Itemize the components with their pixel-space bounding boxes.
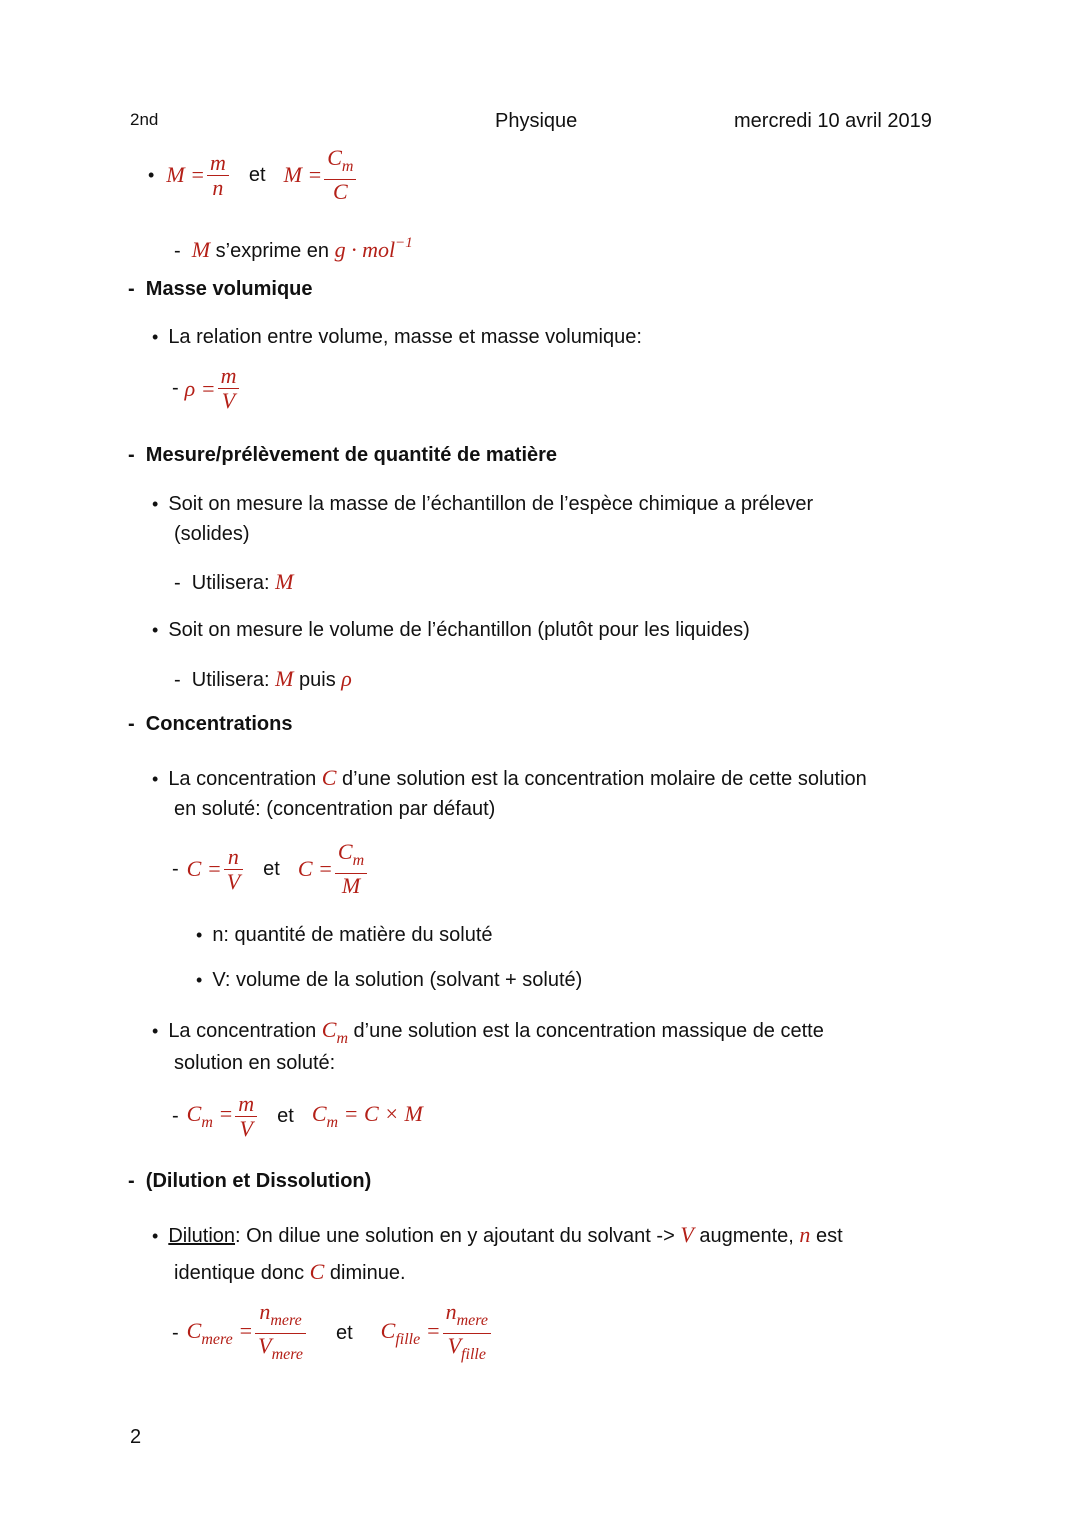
- et-label: et: [248, 163, 266, 186]
- mesure-sub-2: - Utilisera: M puis ρ: [174, 666, 352, 691]
- masse-volumique-bullet: • La relation entre volume, masse et masse volumique:: [152, 326, 642, 348]
- subject-label: Physique: [495, 110, 578, 132]
- section-masse-volumique: - Masse volumique: [128, 278, 313, 300]
- mesure-bullet-1: • Soit on mesure la masse de l’échantillon de l’espèce chimique a prélever: [152, 493, 814, 515]
- molar-unit-line: - M s’exprime en g · mol$^{-1}$: [174, 235, 413, 262]
- page-number: 2: [130, 1426, 142, 1448]
- section-dilution: - (Dilution et Dissolution): [128, 1170, 372, 1192]
- section-title: Masse volumique: [145, 278, 313, 300]
- concentration-bullet-2-cont: solution en soluté:: [174, 1052, 336, 1074]
- fraction-cm-over-c: $\frac{C_m}{C}$: [324, 146, 356, 204]
- section-title: (Dilution et Dissolution): [145, 1170, 372, 1192]
- concentration-formulas: - C = $\frac{n}{V}$ et C = $\frac{C_m}{M}$: [172, 840, 369, 898]
- level-label: 2nd: [130, 110, 159, 129]
- mesure-bullet-1-cont: (solides): [174, 523, 250, 545]
- concentration-sub-n: • n: quantité de matière du soluté: [196, 924, 493, 946]
- fraction-m-over-n: $\frac{m}{n}$: [207, 151, 229, 200]
- concentration-bullet-1: • La concentration C d’une solution est la concentration molaire de cette solution: [152, 765, 867, 790]
- section-mesure: - Mesure/prélèvement de quantité de matière: [128, 444, 558, 466]
- section-title: Mesure/prélèvement de quantité de matière: [145, 444, 558, 466]
- molar-mass-formulas: [148, 146, 358, 204]
- section-concentrations: - Concentrations: [128, 713, 293, 735]
- dilution-bullet: • Dilution: On dilue une solution en y ajoutant du solvant -> V augmente, n est: [152, 1222, 843, 1247]
- molar-eq-right: M =: [283, 162, 323, 187]
- molar-eq-left: M =: [166, 162, 205, 187]
- mass-concentration-formulas: - $C_m$ = $\frac{m}{V}$ et $C_m = C \times M$: [172, 1091, 423, 1141]
- dilution-bullet-cont: identique donc C diminue.: [174, 1259, 406, 1284]
- date-label: mercredi 10 avril 2019: [734, 110, 932, 132]
- mesure-sub-1: - Utilisera: M: [174, 569, 294, 594]
- concentration-bullet-2: • La concentration $C_m$ d’une solution est la concentration massique de cette: [152, 1017, 824, 1047]
- mesure-bullet-2: • Soit on mesure le volume de l’échantillon (plutôt pour les liquides): [152, 619, 750, 641]
- section-title: Concentrations: [145, 713, 293, 735]
- concentration-bullet-1-cont: en soluté: (concentration par défaut): [174, 798, 496, 820]
- bullet-icon: •: [148, 164, 155, 185]
- concentration-sub-v: • V: volume de la solution (solvant + soluté): [196, 969, 583, 991]
- dilution-formulas: - $C_{mere}$ = $\frac{n_{mere}}{V_{mere}}$ et $C_{fille}$ = $\frac{n_{mere}}{V_{fille}}$: [172, 1300, 493, 1367]
- rho-formula: - ρ = $\frac{m}{V}$: [172, 364, 241, 413]
